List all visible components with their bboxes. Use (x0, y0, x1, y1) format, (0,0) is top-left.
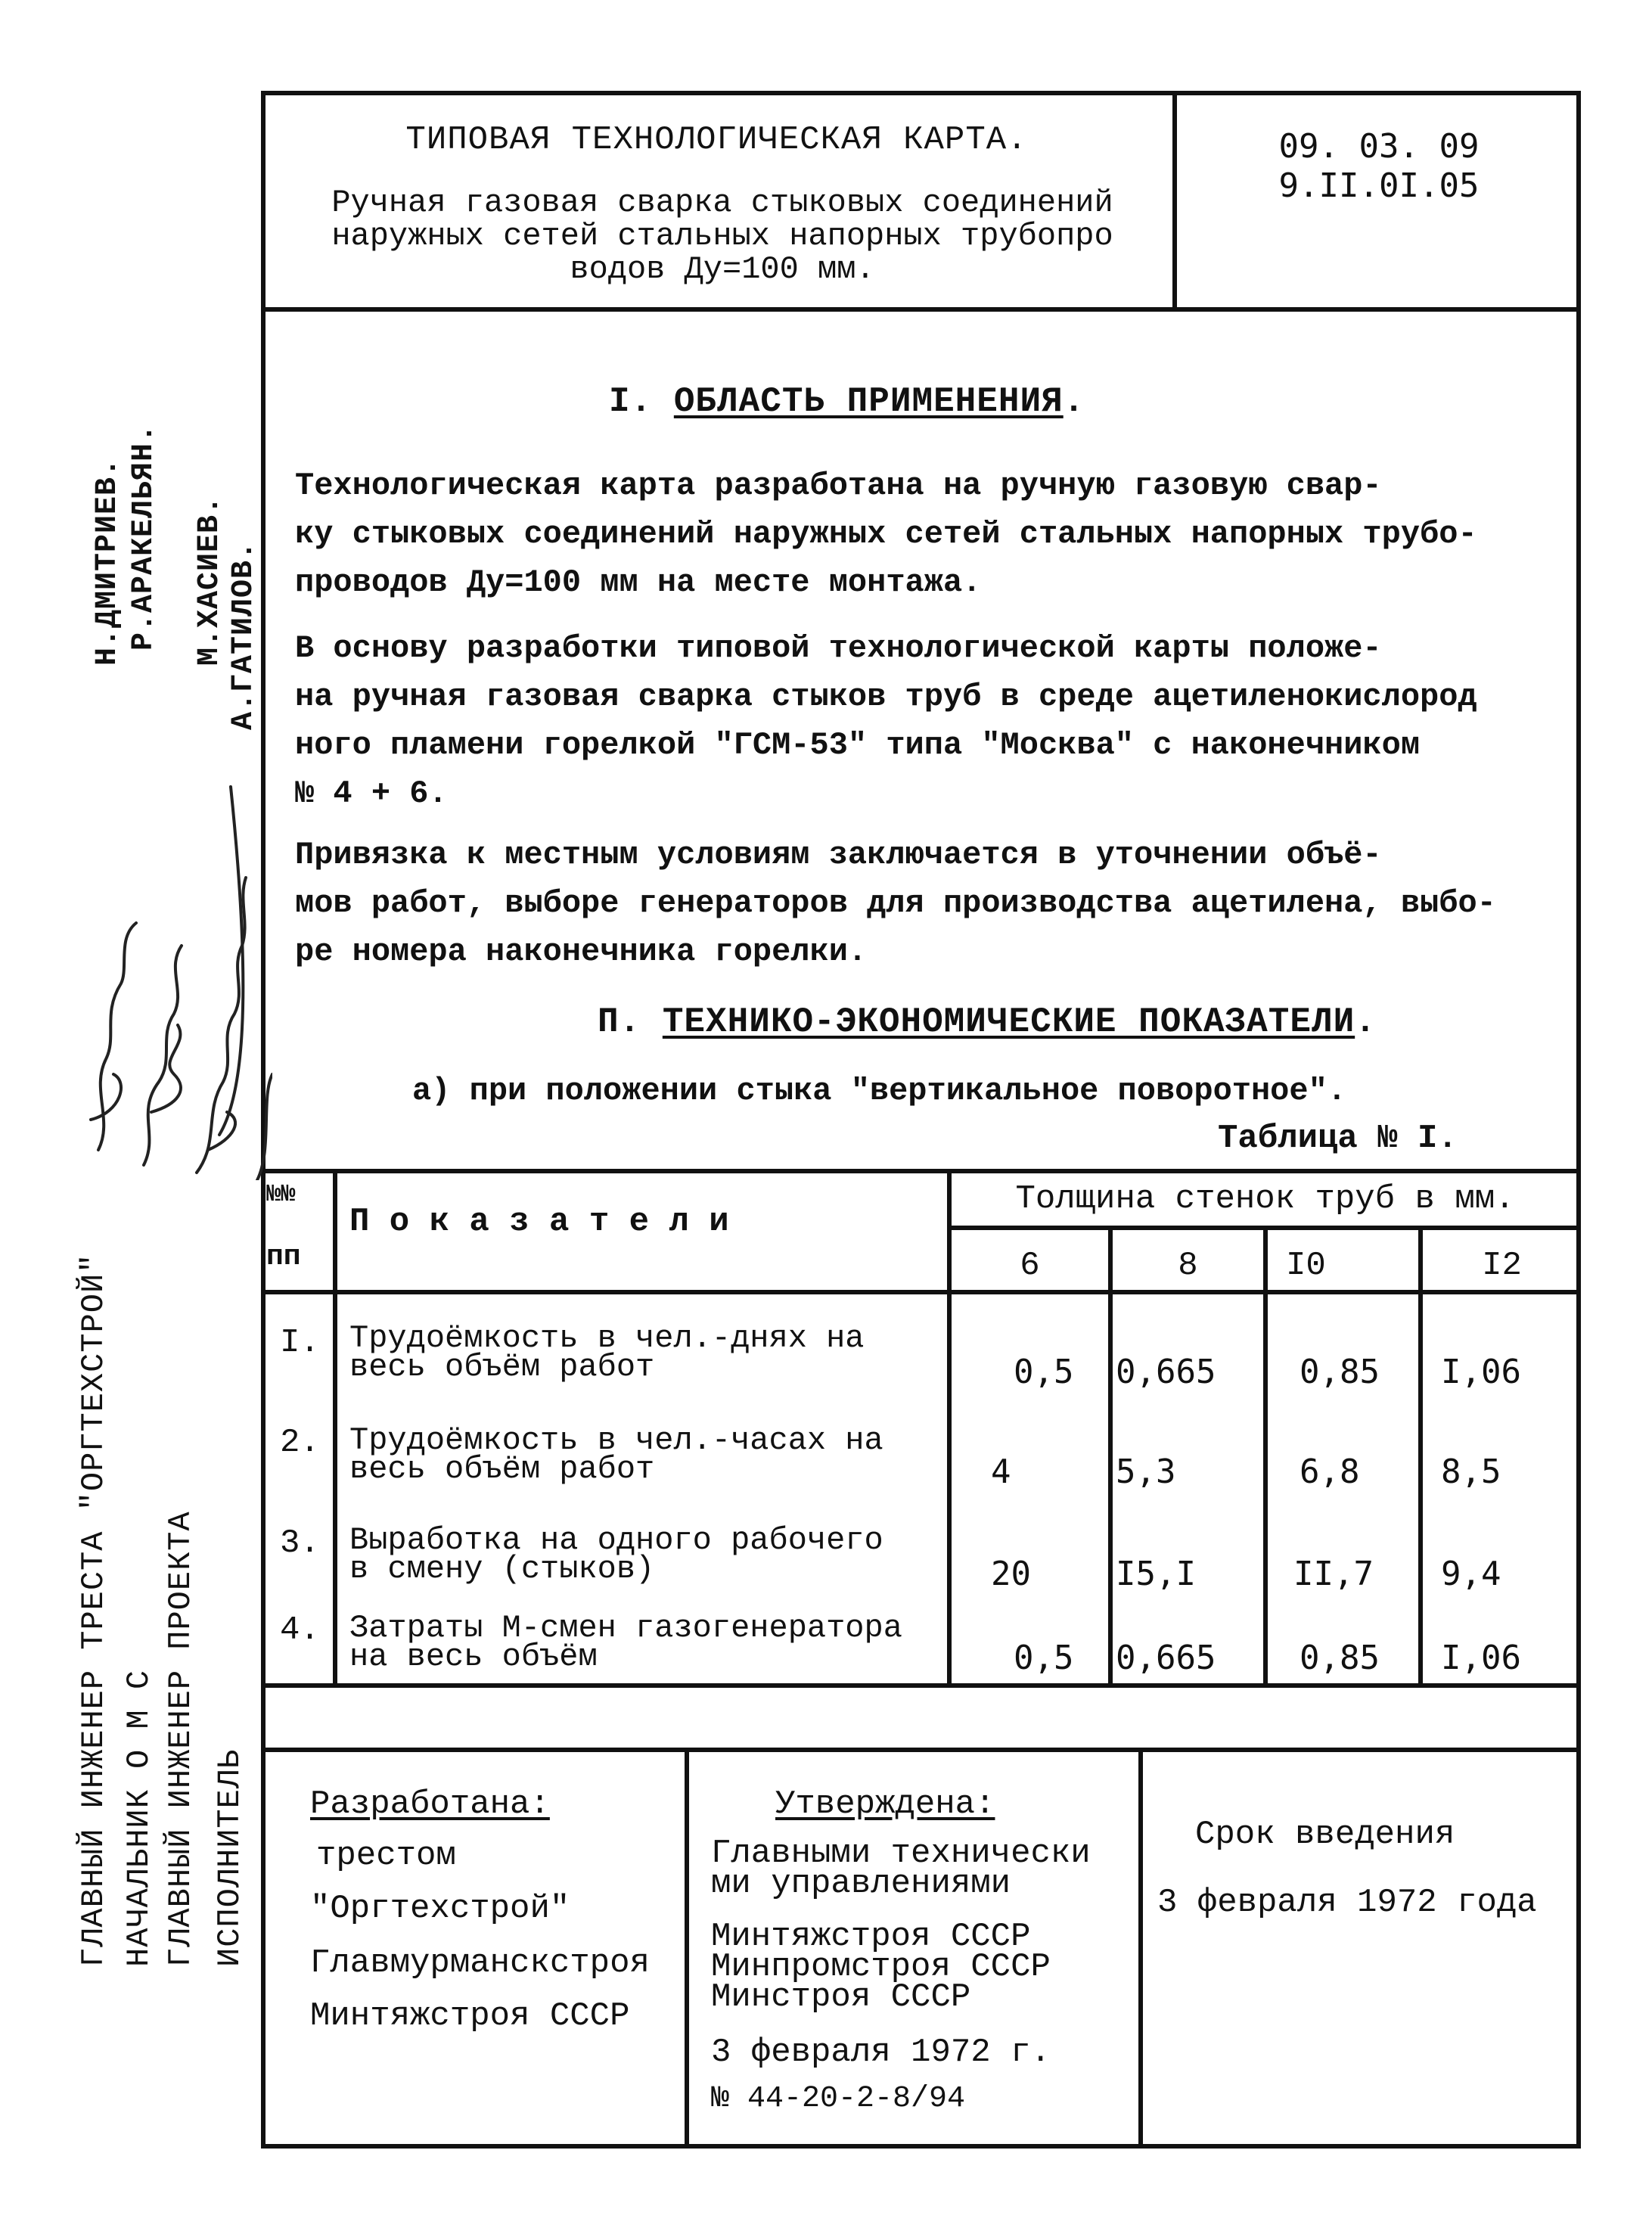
row-value: 0,5 (1014, 1353, 1074, 1391)
thickness-8: 8 (1178, 1247, 1198, 1285)
row-value: 0,85 (1300, 1639, 1380, 1677)
side-name-2: Р.АРАКЕЛЬЯН. (127, 423, 161, 651)
row-number: 3. (280, 1524, 320, 1562)
approved-label: Утверждена: (775, 1785, 995, 1823)
side-position-1: ГЛАВНЫЙ ИНЖЕНЕР ТРЕСТА "ОРГТЕХСТРОЙ" (76, 1253, 112, 1967)
group-header: Толщина стенок труб в мм. (1015, 1180, 1515, 1218)
table-top-line (261, 1169, 1581, 1173)
doc-code-1: 09. 03. 09 (1278, 127, 1480, 166)
row-value: I,06 (1441, 1639, 1521, 1677)
side-name-1: Н.ДМИТРИЕВ. (91, 457, 125, 666)
row-label-line-1: Выработка на одного рабочего (349, 1522, 883, 1558)
table-vline-5 (1418, 1226, 1423, 1683)
row-value: I,06 (1441, 1353, 1521, 1391)
row-value: 0,665 (1116, 1353, 1216, 1391)
footer-top-line (261, 1748, 1581, 1752)
approved-line: Минстроя СССР (711, 1978, 971, 2016)
signatures-image (45, 757, 272, 1180)
approved-date: 3 февраля 1972 г. (711, 2034, 1051, 2071)
row-label-line-1: Трудоёмкость в чел.-часах на (349, 1422, 883, 1459)
section-2-title: ТЕХНИКО-ЭКОНОМИЧЕСКИЕ ПОКАЗАТЕЛИ (662, 1002, 1355, 1042)
side-name-4: А.ГАТИЛОВ. (227, 540, 261, 730)
thickness-6: 6 (1020, 1247, 1040, 1285)
table-header-line (261, 1290, 1581, 1294)
row-value: 20 (991, 1555, 1031, 1593)
row-value: 9,4 (1441, 1555, 1501, 1593)
row-value: II,7 (1293, 1555, 1374, 1593)
section-1-title: ОБЛАСТЬ ПРИМЕНЕНИЯ (673, 382, 1064, 421)
approved-number: № 44-20-2-8/94 (711, 2082, 966, 2116)
table-vline-2 (947, 1169, 952, 1683)
developed-line: Главмурманскстроя (310, 1944, 650, 1982)
table-vline-1 (333, 1169, 337, 1683)
row-value: 8,5 (1441, 1453, 1501, 1491)
col-indicators-header: П о к а з а т е л и (349, 1203, 729, 1241)
approved-line: Минпромстроя СССР (711, 1948, 1051, 1986)
row-value: I5,I (1116, 1555, 1196, 1593)
footer-vline-2 (1138, 1748, 1143, 2149)
row-value: 0,665 (1116, 1639, 1216, 1677)
section-2-heading (598, 1002, 1377, 1042)
side-position-2: НАЧАЛЬНИК О М С (121, 1669, 157, 1967)
row-number: 4. (280, 1611, 320, 1649)
approved-line: Главными технически (711, 1835, 1091, 1872)
section-2-end: . (1355, 1002, 1377, 1042)
row-label-line-2: весь объём работ (349, 1451, 655, 1487)
row-label-line-2: весь объём работ (349, 1349, 655, 1385)
section-1-para-1: Технологическая карта разработана на ручную газовую свар- ку стыковых соединений наружных сетей стальных напорных трубо- проводов Ду=100 мм на месте монтажа. (295, 468, 1477, 601)
developed-line: Минтяжстроя СССР (310, 1997, 630, 2035)
col-num-header-2: пп (266, 1241, 301, 1273)
row-value: 4 (991, 1453, 1011, 1491)
row-number: I. (280, 1324, 320, 1362)
section-1-para-2: В основу разработки типовой технологической карты положе- на ручная газовая сварка стыков труб в среде ацетиленокислород ного пламени горелкой "ГСМ-53" типа "Москва" с наконечником № 4 + 6. (295, 630, 1477, 812)
section-2-subheading: а) при положении стыка "вертикальное поворотное". (412, 1073, 1347, 1109)
side-name-3: М.ХАСИЕВ. (193, 495, 227, 666)
thickness-12: I2 (1482, 1247, 1522, 1285)
row-label-line-2: в смену (стыков) (349, 1551, 655, 1587)
table-bottom-line (261, 1683, 1581, 1688)
row-label-line-1: Трудоёмкость в чел.-днях на (349, 1320, 865, 1356)
term-date: 3 февраля 1972 года (1157, 1884, 1537, 1922)
section-1-para-3: Привязка к местным условиям заключается в уточнении объё- мов работ, выборе генераторов для производства ацетилена, выбо- ре номера наконечника горелки. (295, 837, 1496, 970)
section-1-heading (609, 382, 1085, 421)
row-value: 0,5 (1014, 1639, 1074, 1677)
thickness-10: I0 (1286, 1247, 1326, 1285)
section-1-end: . (1063, 382, 1085, 421)
developed-line: трестом (316, 1837, 456, 1875)
developed-line: "Оргтехстрой" (310, 1890, 570, 1928)
term-label: Срок введения (1195, 1816, 1455, 1853)
footer-vline-1 (685, 1748, 689, 2149)
row-number: 2. (280, 1424, 320, 1462)
section-1-number: I. (609, 382, 653, 421)
section-2-number: П. (598, 1002, 641, 1042)
row-value: 5,3 (1116, 1453, 1176, 1491)
col-num-header-1: №№ (266, 1180, 296, 1208)
approved-line: Минтяжстроя СССР (711, 1918, 1031, 1956)
table-number: Таблица № I. (1218, 1120, 1458, 1157)
row-value: 6,8 (1300, 1453, 1360, 1491)
doc-subtitle: Ручная газовая сварка стыковых соединений наружных сетей стальных напорных трубопро водов Ду=100 мм. (331, 185, 1113, 287)
table-vline-3 (1108, 1226, 1113, 1683)
doc-title: ТИПОВАЯ ТЕХНОЛОГИЧЕСКАЯ КАРТА. (405, 121, 1028, 159)
side-position-3: ГЛАВНЫЙ ИНЖЕНЕР ПРОЕКТА (163, 1511, 199, 1967)
approved-line: ми управлениями (711, 1865, 1011, 1903)
row-label-line-2: на весь объём (349, 1639, 598, 1675)
table-vline-4 (1263, 1226, 1268, 1683)
doc-code-2: 9.II.0I.05 (1278, 166, 1480, 205)
row-value: 0,85 (1300, 1353, 1380, 1391)
developed-label: Разработана: (310, 1785, 550, 1823)
side-position-4: ИСПОЛНИТЕЛЬ (212, 1748, 248, 1967)
row-label-line-1: Затраты М-смен газогенератора (349, 1610, 902, 1646)
